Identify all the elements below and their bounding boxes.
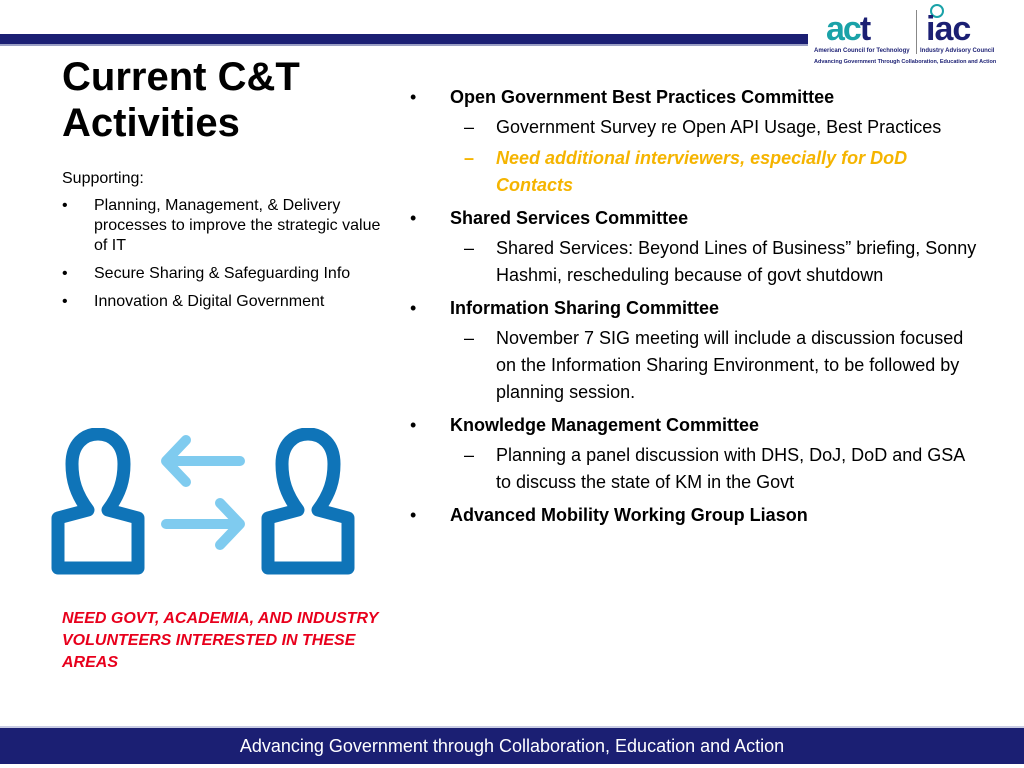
committee-subitems [450, 114, 978, 199]
slide-title [62, 54, 382, 146]
committee-item [408, 295, 978, 406]
arrow-right-icon [166, 503, 240, 545]
committee-name: Shared Services Committee [450, 208, 689, 228]
committee-subitem: – November 7 SIG meeting will include a discussion focused on the Information Sharing Environment, to be followed by planning session. [450, 325, 978, 406]
footer-text: Advancing Government through Collaboration, Education and Action [239, 736, 785, 756]
slide-title-line-1: Current C&T [62, 55, 300, 99]
footer-bar [0, 726, 1024, 764]
committee-item [408, 412, 978, 496]
committee-item [408, 502, 978, 528]
supporting-item: • Planning, Management, & Delivery processes to improve the strategic value of IT [62, 196, 382, 256]
iac-logo-name: Industry Advisory Council [920, 48, 995, 54]
act-logo-name: American Council for Technology [814, 48, 910, 54]
supporting-label: Supporting: [62, 170, 144, 187]
committee-subitems [450, 442, 978, 496]
person-left-icon [58, 434, 138, 568]
supporting-list [62, 196, 382, 320]
person-right-icon [268, 434, 348, 568]
committee-item [408, 205, 978, 289]
committee-subitems [450, 325, 978, 406]
people-exchange-icon [48, 428, 364, 578]
act-logo-mark: act [826, 10, 870, 48]
arrow-left-icon [166, 440, 240, 482]
supporting-item: • Secure Sharing & Safeguarding Info [62, 264, 382, 284]
committee-item [408, 84, 978, 199]
committee-subitem: – Planning a panel discussion with DHS, DoJ, DoD and GSA to discuss the state of KM in the Govt [450, 442, 978, 496]
committee-name: Advanced Mobility Working Group Liason [450, 505, 808, 525]
supporting-item: • Innovation & Digital Government [62, 292, 382, 312]
logo-divider [916, 10, 917, 54]
committee-subitem-highlight: – Need additional interviewers, especially for DoD Contacts [450, 145, 978, 199]
volunteer-callout: NEED GOVT, ACADEMIA, AND INDUSTRY VOLUNTEERS INTERESTED IN THESE AREAS [62, 610, 379, 671]
committee-name: Knowledge Management Committee [450, 415, 760, 435]
iac-logo-mark: iac [926, 10, 971, 48]
header-rule [0, 34, 808, 46]
act-iac-logo [812, 4, 1018, 70]
slide-title-line-2: Activities [62, 101, 240, 145]
committee-subitem: – Government Survey re Open API Usage, Best Practices [450, 114, 978, 141]
committee-subitems [450, 235, 978, 289]
committee-name: Open Government Best Practices Committee [450, 87, 835, 107]
people-exchange-svg [48, 428, 364, 578]
logo-tagline: Advancing Government Through Collaboration, Education and Action [814, 59, 997, 65]
committee-subitem: – Shared Services: Beyond Lines of Business” briefing, Sonny Hashmi, rescheduling because of govt shutdown [450, 235, 978, 289]
committee-list [408, 84, 978, 534]
committee-name: Information Sharing Committee [450, 298, 720, 318]
